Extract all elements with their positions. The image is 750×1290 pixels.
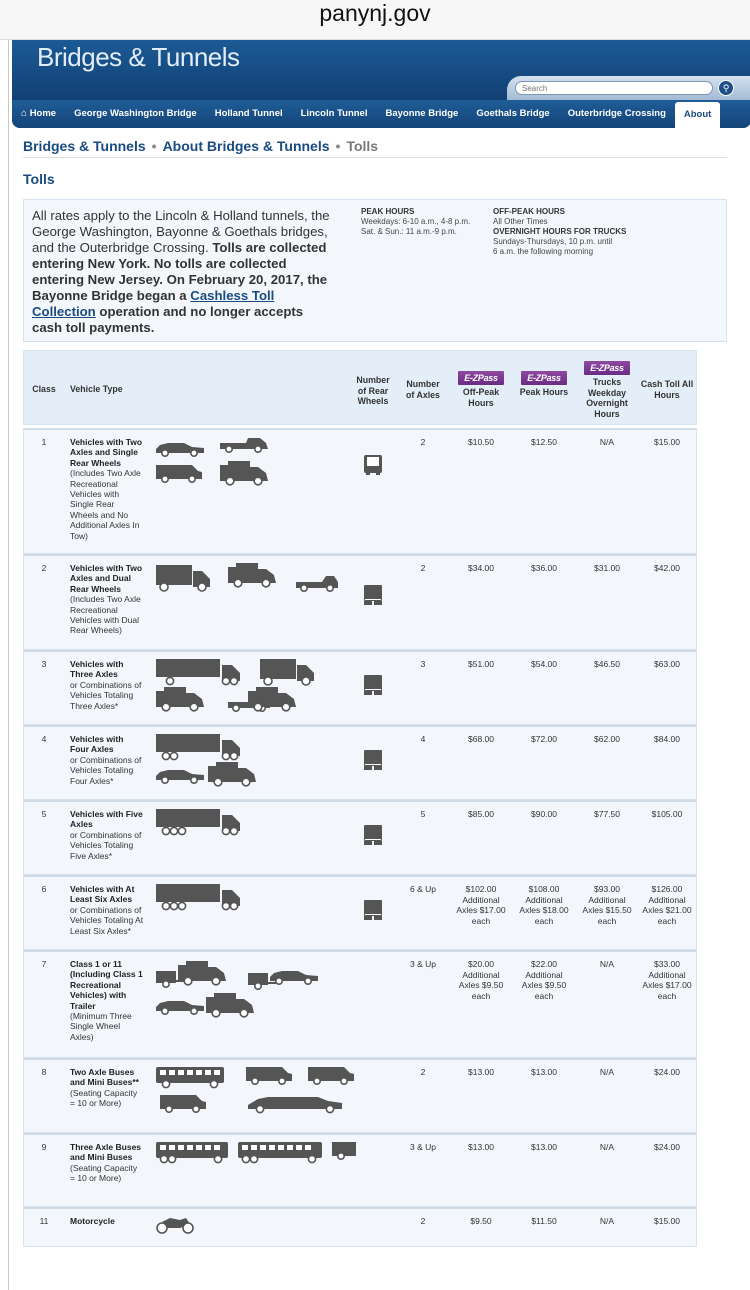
header-cash-toll: Cash Toll All Hours [640, 379, 694, 400]
header-peak: E-ZPass Peak Hours [519, 373, 569, 397]
trucks-overnight-toll: N/A [599, 1067, 615, 1077]
dual-rear-wheel-icon [363, 584, 383, 606]
vehicle-type-description: or Combinations of Vehicles Totaling Five Axles* [70, 829, 142, 861]
vehicle-type-description: (Minimum Three Single Wheel Axles) [70, 1011, 132, 1042]
dual-rear-wheel-icon [363, 824, 383, 846]
peak-toll: $12.50 [531, 437, 557, 447]
vehicle-type-cell [70, 1142, 144, 1184]
breadcrumb-current: Tolls [346, 138, 379, 154]
breadcrumb-root-link[interactable]: Bridges & Tunnels [23, 138, 146, 154]
header-rear-wheels: Number of Rear Wheels [356, 375, 390, 406]
trucks-overnight-toll: $31.00 [594, 563, 620, 573]
vehicle-type-cell [70, 809, 144, 861]
peak-toll: $90.00 [531, 809, 557, 819]
cash-toll: $24.00 [654, 1067, 680, 1077]
vehicle-type-description: or Combinations of Vehicles Totaling Three Axles* [70, 679, 142, 711]
single-rear-wheel-icon [363, 454, 383, 476]
search-input[interactable] [515, 81, 713, 95]
axles-count: 5 [420, 809, 426, 819]
vehicle-illustration [156, 732, 346, 796]
vehicle-illustration [156, 957, 346, 1023]
table-row [23, 875, 697, 950]
breadcrumb: Bridges & Tunnels • About Bridges & Tunnels • Tolls [23, 138, 379, 154]
peak-toll: $54.00 [531, 659, 557, 669]
vehicle-type-cell [70, 959, 144, 1042]
cash-toll: $24.00 [654, 1142, 680, 1152]
trucks-overnight-toll: N/A [599, 959, 615, 969]
class-number: 4 [41, 734, 47, 744]
vehicle-type-description: or Combinations of Vehicles Totaling Four Axles* [70, 754, 142, 786]
intro-text: All rates apply to the Lincoln & Holland tunnels, the George Washington, Bayonne & Goethals bridges, and the Outerbridge Crossing. Tolls are collected entering New York. No tolls are collected entering New Jersey. On February 20, 2017, the Bayonne Bridge began a Cashless Toll Collection operation and no longer accepts cash toll payments. [32, 208, 330, 335]
cashless-toll-link[interactable]: Cashless Toll Collection [32, 288, 275, 319]
vehicle-illustration [156, 882, 346, 918]
trucks-overnight-toll: N/A [599, 1216, 615, 1226]
offpeak-toll: $85.00 [468, 809, 494, 819]
offpeak-toll: $68.00 [468, 734, 494, 744]
class-number: 9 [41, 1142, 47, 1152]
peak-toll: $22.00 Additional Axles $9.50 each [521, 959, 567, 1001]
table-row [23, 1058, 697, 1133]
trucks-overnight-toll: N/A [599, 1142, 615, 1152]
vehicle-type-cell [70, 563, 144, 636]
search-icon: ⚲ [722, 83, 730, 93]
vehicle-type-name: Vehicles with Two Axles and Single Rear Wheels [70, 437, 143, 468]
table-row [23, 650, 697, 725]
peak-toll: $108.00 Additional Axles $18.00 each [519, 884, 569, 926]
peak-toll: $13.00 [531, 1067, 557, 1077]
table-row [23, 725, 697, 800]
dual-rear-wheel-icon [363, 899, 383, 921]
vehicle-illustration [156, 1214, 346, 1238]
peak-toll: $72.00 [531, 734, 557, 744]
vehicle-type-cell [70, 437, 144, 541]
cash-toll: $126.00 Additional Axles $21.00 each [642, 884, 692, 926]
table-row [23, 1207, 697, 1247]
vehicle-type-description: or Combinations of Vehicles Totaling At Least Six Axles* [70, 904, 144, 936]
vehicle-type-name: Three Axle Buses and Mini Buses [70, 1142, 142, 1163]
vehicle-illustration [156, 657, 346, 721]
cash-toll: $63.00 [654, 659, 680, 669]
site-header [12, 40, 750, 128]
table-header [23, 350, 697, 425]
offpeak-toll: $13.00 [468, 1067, 494, 1077]
cash-toll: $15.00 [654, 437, 680, 447]
divider [23, 157, 727, 158]
vehicle-illustration [156, 435, 346, 491]
vehicle-type-name: Motorcycle [70, 1216, 115, 1226]
nav-george-washington-bridge[interactable]: George Washington Bridge [74, 108, 197, 119]
info-box [23, 199, 727, 342]
nav-outerbridge-crossing[interactable]: Outerbridge Crossing [567, 108, 666, 119]
search-area [507, 76, 750, 102]
class-number: 6 [41, 884, 47, 894]
offpeak-hours: OFF-PEAK HOURS All Other Times OVERNIGHT HOURS FOR TRUCKS Sundays-Thursdays, 10 p.m. until 6 a.m. the following morning [493, 207, 627, 256]
offpeak-toll: $51.00 [468, 659, 494, 669]
home-icon: ⌂ [21, 108, 28, 119]
class-number: 7 [41, 959, 47, 969]
vehicle-type-name: Vehicles with Four Axles [70, 734, 124, 755]
nav-bayonne-bridge[interactable]: Bayonne Bridge [385, 108, 459, 119]
vehicle-type-description: (Seating Capacity = 10 or More) [70, 1087, 138, 1109]
vehicle-type-cell [70, 734, 144, 786]
cash-toll: $84.00 [654, 734, 680, 744]
table-row [23, 428, 697, 554]
peak-toll: $36.00 [531, 563, 557, 573]
vehicle-type-name: Vehicles with Two Axles and Dual Rear Wheels [70, 563, 143, 594]
ezpass-logo: E-ZPass [584, 361, 630, 375]
class-number: 1 [41, 437, 47, 447]
class-number: 8 [41, 1067, 47, 1077]
offpeak-toll: $10.50 [468, 437, 494, 447]
nav-home[interactable]: ⌂ Home [21, 108, 57, 119]
breadcrumb-parent-link[interactable]: About Bridges & Tunnels [162, 138, 330, 154]
address-bar[interactable] [0, 0, 750, 40]
table-row [23, 1133, 697, 1207]
class-number: 2 [41, 563, 47, 573]
url-text: panynj.gov [319, 0, 431, 26]
header-trucks-overnight: E-ZPass Trucks Weekday Overnight Hours [578, 361, 636, 419]
table-row [23, 554, 697, 650]
nav-lincoln-tunnel[interactable]: Lincoln Tunnel [300, 108, 368, 119]
vehicle-illustration [156, 1140, 346, 1172]
axles-count: 3 & Up [410, 959, 436, 969]
table-row [23, 800, 697, 875]
header-class: Class [32, 384, 56, 394]
nav-about[interactable]: About [675, 102, 720, 128]
page [8, 40, 750, 1290]
search-button[interactable] [718, 80, 734, 96]
vehicle-type-name: Vehicles with Three Axles [70, 659, 124, 680]
axles-count: 2 [420, 563, 426, 573]
cash-toll: $15.00 [654, 1216, 680, 1226]
table-row [23, 950, 697, 1058]
vehicle-type-description: (Seating Capacity = 10 or More) [70, 1162, 138, 1184]
axles-count: 3 & Up [410, 1142, 436, 1152]
nav-holland-tunnel[interactable]: Holland Tunnel [214, 108, 283, 119]
cash-toll: $42.00 [654, 563, 680, 573]
vehicle-type-name: Class 1 or 11 (Including Class 1 Recreational Vehicles) with Trailer [70, 959, 143, 1011]
axles-count: 2 [420, 1067, 426, 1077]
offpeak-toll: $102.00 Additional Axles $17.00 each [456, 884, 506, 926]
class-number: 11 [39, 1216, 49, 1226]
axles-count: 3 [420, 659, 426, 669]
offpeak-toll: $13.00 [468, 1142, 494, 1152]
vehicle-type-cell [70, 1067, 144, 1109]
vehicle-type-name: Two Axle Buses and Mini Buses** [70, 1067, 139, 1088]
site-title[interactable]: Bridges & Tunnels [37, 42, 240, 72]
main-nav [12, 100, 750, 128]
dual-rear-wheel-icon [363, 749, 383, 771]
nav-goethals-bridge[interactable]: Goethals Bridge [476, 108, 550, 119]
vehicle-type-cell [70, 884, 144, 936]
trucks-overnight-toll: $62.00 [594, 734, 620, 744]
vehicle-type-name: Vehicles with Five Axles [70, 809, 143, 830]
vehicle-illustration [156, 807, 346, 843]
dual-rear-wheel-icon [363, 674, 383, 696]
peak-toll: $13.00 [531, 1142, 557, 1152]
axles-count: 2 [420, 1216, 426, 1226]
peak-hours: PEAK HOURS Weekdays: 6-10 a.m., 4-8 p.m. Sat. & Sun.: 11 a.m.-9 p.m. [361, 207, 471, 236]
trucks-overnight-toll: $93.00 Additional Axles $15.50 each [582, 884, 632, 926]
vehicle-type-description: (Includes Two Axle Recreational Vehicles with Dual Rear Wheels) [70, 594, 141, 636]
ezpass-logo: E-ZPass [521, 371, 567, 385]
axles-count: 4 [420, 734, 426, 744]
vehicle-type-name: Vehicles with At Least Six Axles [70, 884, 135, 905]
toll-table [23, 350, 697, 1226]
class-number: 3 [41, 659, 47, 669]
header-axles: Number of Axles [406, 379, 440, 400]
offpeak-toll: $34.00 [468, 563, 494, 573]
ezpass-logo: E-ZPass [458, 371, 504, 385]
axles-count: 2 [420, 437, 426, 447]
vehicle-type-cell [70, 659, 144, 711]
header-offpeak: E-ZPass Off-Peak Hours [452, 371, 510, 408]
vehicle-type-description: (Includes Two Axle Recreational Vehicles with Single Rear Wheels and No Additional Axles In Tow) [70, 468, 141, 541]
cash-toll: $33.00 Additional Axles $17.00 each [642, 959, 692, 1001]
cash-toll: $105.00 [651, 809, 683, 819]
vehicle-illustration [156, 1065, 346, 1121]
class-number: 5 [41, 809, 47, 819]
vehicle-type-cell [70, 1216, 144, 1226]
trucks-overnight-toll: $77.50 [594, 809, 620, 819]
axles-count: 6 & Up [410, 884, 436, 894]
page-title: Tolls [23, 171, 55, 187]
header-vehicle-type: Vehicle Type [70, 384, 123, 394]
trucks-overnight-toll: N/A [599, 437, 615, 447]
vehicle-illustration [156, 561, 346, 627]
offpeak-toll: $20.00 Additional Axles $9.50 each [458, 959, 504, 1001]
offpeak-toll: $9.50 [470, 1216, 492, 1226]
trucks-overnight-toll: $46.50 [594, 659, 620, 669]
peak-toll: $11.50 [531, 1216, 557, 1226]
